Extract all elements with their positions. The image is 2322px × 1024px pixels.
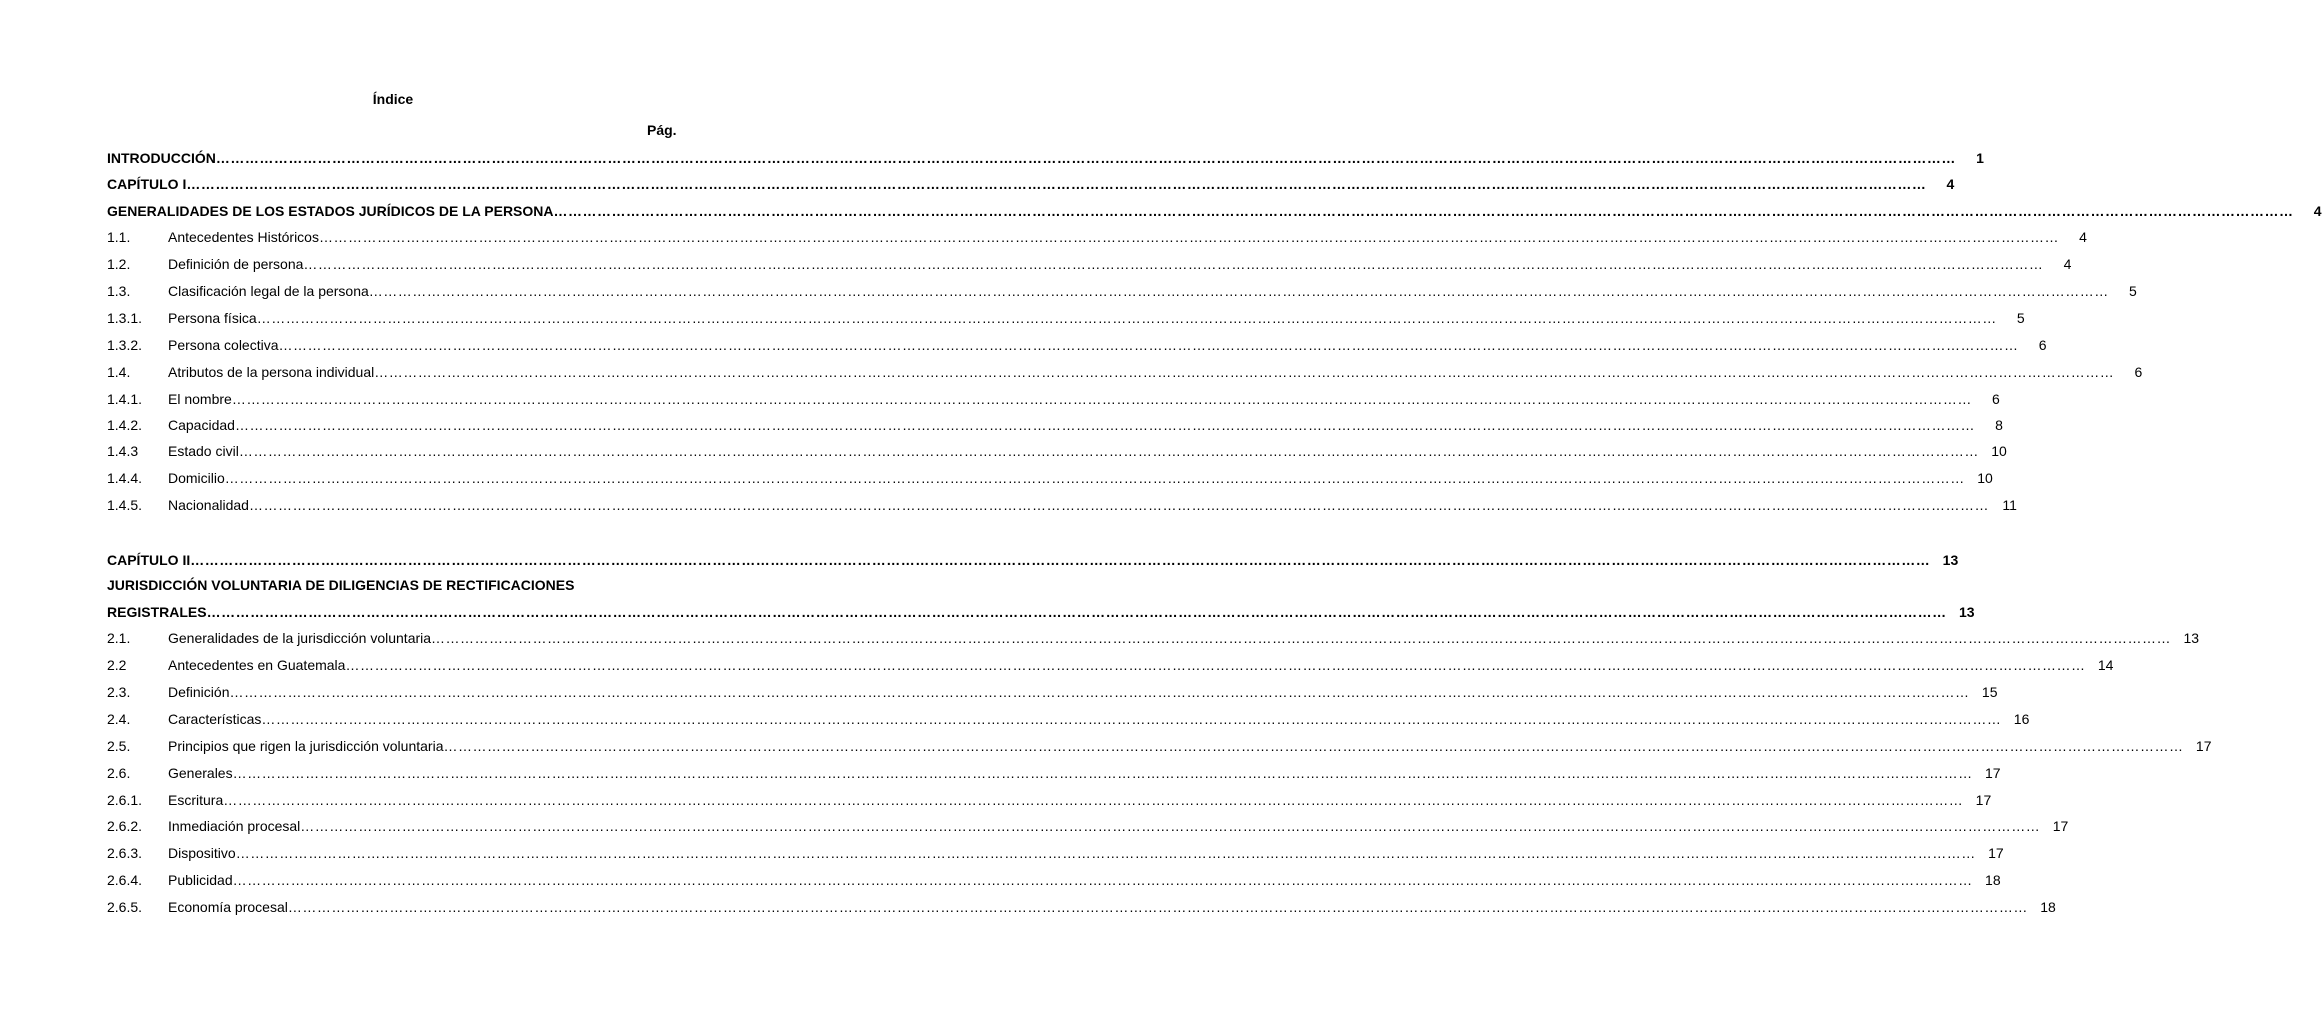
toc-entry-page: 11: [2002, 497, 2017, 513]
dot-leader: ………………………………………………………………………………………………………………………………………………………………………………………………………………………………………………………………………………………………………………………………: [278, 337, 2019, 353]
toc-entry-title: Atributos de la persona individual: [168, 364, 375, 380]
toc-entry: [107, 415, 2003, 435]
toc-entry: [107, 201, 2322, 221]
toc-entry-number: 2.6.5.: [107, 899, 143, 915]
toc-entry: [107, 628, 2200, 648]
toc-entry-page: 17: [1985, 765, 2001, 781]
toc-entry-number: 2.6.: [107, 765, 131, 781]
dot-leader: ………………………………………………………………………………………………………………………………………………………………………………………………………………………………………………………………………………………………………………………………: [235, 845, 1976, 861]
toc-entry-page: 18: [1985, 872, 2001, 888]
dot-leader: ………………………………………………………………………………………………………………………………………………………………………………………………………………………………………………………………………………………………………………………………: [431, 630, 2172, 646]
toc-entry-number: 2.6.3.: [107, 845, 143, 861]
toc-entry: [107, 335, 2047, 355]
toc-entry-number: 1.4.2.: [107, 417, 143, 433]
toc-entry-page: 6: [2038, 337, 2047, 353]
toc-entry-number: 1.3.2.: [107, 337, 143, 353]
toc-entry-title: Capacidad: [168, 417, 235, 433]
dot-leader: ………………………………………………………………………………………………………………………………………………………………………………………………………………………………………………………………………………………………………………………………: [238, 443, 1979, 459]
toc-entry-number: 2.2: [107, 657, 127, 673]
toc-entry-title: Definición: [168, 684, 230, 700]
toc-entry-title: INTRODUCCIÓN: [107, 150, 216, 166]
toc-entry: [107, 389, 2000, 409]
dot-leader: ………………………………………………………………………………………………………………………………………………………………………………………………………………………………………………………………………………………………………………………………: [318, 229, 2059, 245]
toc-entry-page: 13: [1942, 552, 1959, 568]
toc-entry: [107, 281, 2137, 301]
toc-entry-number: 2.6.4.: [107, 872, 143, 888]
dot-leader: ………………………………………………………………………………………………………………………………………………………………………………………………………………………………………………………………………………………………………………………………: [229, 684, 1970, 700]
toc-entry-number: 2.4.: [107, 711, 131, 727]
toc-entry-page: 6: [2134, 364, 2143, 380]
toc-entry: [107, 308, 2025, 328]
toc-entry-title: Principios que rigen la jurisdicción voluntaria: [168, 738, 444, 754]
toc-entry: [107, 575, 669, 595]
toc-entry: [107, 441, 2007, 461]
toc-entry-title: Clasificación legal de la persona: [168, 283, 369, 299]
toc-entry-page: 6: [1992, 391, 2000, 407]
toc-entry-title: Publicidad: [168, 872, 233, 888]
toc-entry-title: Escritura: [168, 792, 224, 808]
toc-entry-number: 1.4.4.: [107, 470, 143, 486]
toc-entry-title: GENERALIDADES DE LOS ESTADOS JURÍDICOS DE LA PERSONA: [107, 203, 554, 219]
toc-entry-title: Domicilio: [168, 470, 225, 486]
dot-leader: ………………………………………………………………………………………………………………………………………………………………………………………………………………………………………………………………………………………………………………………………: [261, 711, 2002, 727]
toc-entry-page: 4: [2063, 256, 2072, 272]
dot-leader: ………………………………………………………………………………………………………………………………………………………………………………………………………………………………………………………………………………………………………………………………: [248, 497, 1989, 513]
toc-entry-title: Características: [168, 711, 262, 727]
toc-entry-number: 2.6.2.: [107, 818, 143, 834]
toc-entry-title: Nacionalidad: [168, 497, 249, 513]
toc-entry: [107, 550, 1959, 570]
toc-entry-page: 4: [2313, 203, 2322, 219]
toc-entry-number: 1.4.: [107, 364, 131, 380]
toc-entry-page: 17: [2052, 818, 2069, 834]
toc-entry-title: El nombre: [168, 391, 232, 407]
dot-leader: ………………………………………………………………………………………………………………………………………………………………………………………………………………………………………………………………………………………………………………………………: [443, 738, 2184, 754]
toc-entry-page: 13: [1959, 604, 1975, 620]
toc-entry-title: Definición de persona: [168, 256, 304, 272]
toc-entry: [107, 468, 1993, 488]
toc-entry-number: 1.3.: [107, 283, 131, 299]
toc-entry: [107, 682, 1998, 702]
toc-entry-number: 2.3.: [107, 684, 131, 700]
toc-entry-title: CAPÍTULO II: [107, 552, 191, 568]
toc-entry-title: Generales: [168, 765, 233, 781]
dot-leader: ………………………………………………………………………………………………………………………………………………………………………………………………………………………………………………………………………………………………………………………………: [224, 470, 1965, 486]
dot-leader: ………………………………………………………………………………………………………………………………………………………………………………………………………………………………………………………………………………………………………………………………: [232, 872, 1973, 888]
toc-entry-page: 4: [1946, 176, 1955, 192]
toc-entry: [107, 227, 2087, 247]
page-column-header: Pág.: [647, 122, 677, 138]
toc-entry-number: 2.1.: [107, 630, 131, 646]
dot-leader: ………………………………………………………………………………………………………………………………………………………………………………………………………………………………………………………………………………………………………………………………: [368, 283, 2109, 299]
toc-entry-title: Persona colectiva: [168, 337, 279, 353]
toc-entry-page: 5: [2016, 310, 2025, 326]
toc-entry-page: 5: [2129, 283, 2137, 299]
dot-leader: ………………………………………………………………………………………………………………………………………………………………………………………………………………………………………………………………………………………………………………………………: [303, 256, 2044, 272]
dot-leader: ………………………………………………………………………………………………………………………………………………………………………………………………………………………………………………………………………………………………………………………………: [234, 417, 1975, 433]
toc-entry: [107, 655, 2114, 675]
toc-entry: [107, 790, 1992, 810]
toc-entry-number: 1.4.3: [107, 443, 139, 459]
dot-leader: ………………………………………………………………………………………………………………………………………………………………………………………………………………………………………………………………………………………………………………………………: [374, 364, 2115, 380]
toc-entry-page: 10: [1991, 443, 2007, 459]
toc-entry-page: 4: [2079, 229, 2087, 245]
toc-entry-number: 2.6.1.: [107, 792, 143, 808]
toc-entry-title: Persona física: [168, 310, 257, 326]
toc-entry: [107, 362, 2143, 382]
toc-entry-title: CAPÍTULO I: [107, 176, 187, 192]
toc-entry-page: 16: [2013, 711, 2030, 727]
dot-leader: ………………………………………………………………………………………………………………………………………………………………………………………………………………………………………………………………………………………………………………………………: [231, 391, 1972, 407]
page-title: Índice: [372, 91, 414, 107]
toc-entry-page: 17: [1975, 792, 1992, 808]
toc-entry-page: 14: [2097, 657, 2114, 673]
toc-entry: [107, 254, 2072, 274]
toc-entry-title: Generalidades de la jurisdicción voluntaria: [168, 630, 432, 646]
toc-entry-number: 1.3.1.: [107, 310, 143, 326]
toc-entry-title: Estado civil: [168, 443, 239, 459]
dot-leader: ………………………………………………………………………………………………………………………………………………………………………………………………………………………………………………………………………………………………………………………………: [345, 657, 2086, 673]
toc-entry-page: 13: [2183, 630, 2200, 646]
toc-entry: [107, 174, 1955, 194]
toc-entry: [107, 870, 2001, 890]
toc-entry-title: REGISTRALES: [107, 604, 207, 620]
dot-leader: ………………………………………………………………………………………………………………………………………………………………………………………………………………………………………………………………………………………………………………………………: [186, 176, 1927, 192]
dot-leader: ………………………………………………………………………………………………………………………………………………………………………………………………………………………………………………………………………………………………………………………………: [553, 203, 2294, 219]
toc-entry: [107, 897, 2056, 917]
toc-entry-page: 18: [2040, 899, 2056, 915]
toc-entry-title: Inmediación procesal: [168, 818, 301, 834]
dot-leader: ………………………………………………………………………………………………………………………………………………………………………………………………………………………………………………………………………………………………………………………………: [223, 792, 1964, 808]
dot-leader: ………………………………………………………………………………………………………………………………………………………………………………………………………………………………………………………………………………………………………………………………: [300, 818, 2041, 834]
toc-entry-title: JURISDICCIÓN VOLUNTARIA DE DILIGENCIAS DE RECTIFICACIONES: [107, 577, 575, 593]
toc-entry: [107, 816, 2069, 836]
toc-entry: [107, 709, 2030, 729]
toc-entry: [107, 495, 2017, 515]
dot-leader: ………………………………………………………………………………………………………………………………………………………………………………………………………………………………………………………………………………………………………………………………: [206, 604, 1947, 620]
dot-leader: ………………………………………………………………………………………………………………………………………………………………………………………………………………………………………………………………………………………………………………………………: [190, 552, 1931, 568]
toc-entry-title: Antecedentes Históricos: [168, 229, 319, 245]
toc-entry-title: Antecedentes en Guatemala: [168, 657, 346, 673]
toc-entry-number: 2.5.: [107, 738, 131, 754]
toc-entry: [107, 843, 2004, 863]
toc-entry-number: 1.1.: [107, 229, 131, 245]
toc-entry: [107, 736, 2212, 756]
toc-entry-title: Economía procesal: [168, 899, 288, 915]
toc-entry-page: 8: [1995, 417, 2003, 433]
dot-leader: ………………………………………………………………………………………………………………………………………………………………………………………………………………………………………………………………………………………………………………………………: [232, 765, 1973, 781]
toc-entry-page: 17: [2195, 738, 2212, 754]
toc-entry-page: 1: [1976, 150, 1984, 166]
toc-entry: [107, 763, 2001, 783]
toc-entry-number: 1.4.5.: [107, 497, 143, 513]
toc-entry-page: 15: [1981, 684, 1998, 700]
dot-leader: ………………………………………………………………………………………………………………………………………………………………………………………………………………………………………………………………………………………………………………………………: [287, 899, 2028, 915]
toc-entry-number: 1.4.1.: [107, 391, 143, 407]
toc-entry-page: 17: [1988, 845, 2004, 861]
dot-leader: ………………………………………………………………………………………………………………………………………………………………………………………………………………………………………………………………………………………………………………………………: [256, 310, 1997, 326]
dot-leader: ………………………………………………………………………………………………………………………………………………………………………………………………………………………………………………………………………………………………………………………………: [215, 150, 1956, 166]
toc-entry-page: 10: [1977, 470, 1993, 486]
toc-entry-title: Dispositivo: [168, 845, 236, 861]
toc-entry: [107, 602, 1975, 622]
toc-entry-number: 1.2.: [107, 256, 131, 272]
toc-entry: [107, 148, 1984, 168]
